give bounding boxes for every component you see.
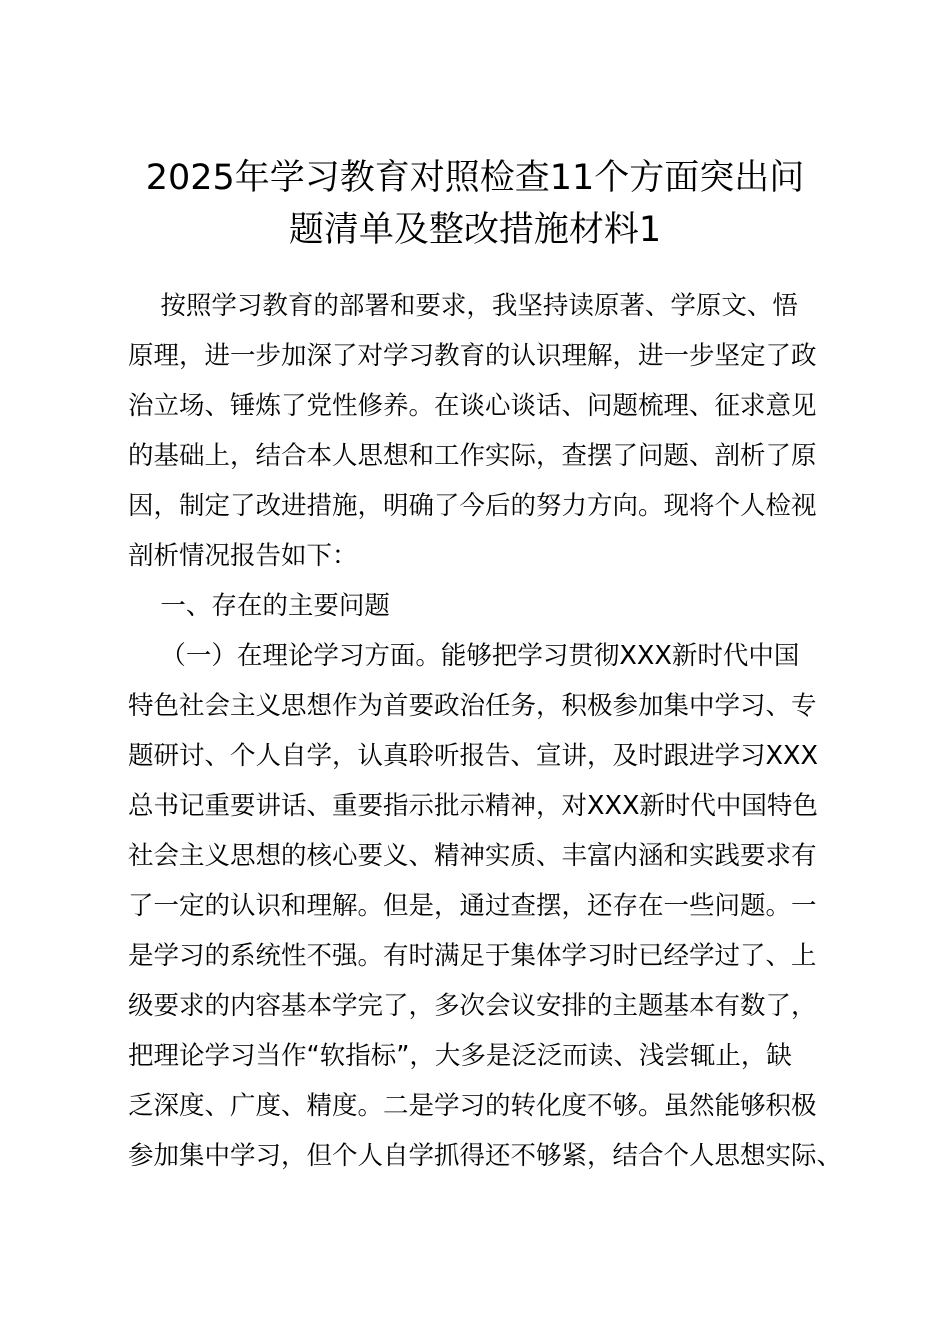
- body-line-18: 参加集中学习，但个人自学抓得还不够紧，结合个人思想实际、: [128, 1141, 843, 1171]
- body-line-11: 总书记重要讲话、重要指示批示精神，对XXX新时代中国特色: [128, 791, 818, 821]
- body-line-2: 原理，进一步加深了对学习教育的认识理解，进一步坚定了政: [128, 341, 817, 371]
- body-line-17: 乏深度、广度、精度。二是学习的转化度不够。虽然能够积极: [128, 1091, 817, 1121]
- body-line-16: 把理论学习当作“软指标”，大多是泛泛而读、浅尝辄止，缺: [128, 1041, 792, 1071]
- body-line-12: 社会主义思想的核心要义、精神实质、丰富内涵和实践要求有: [128, 841, 817, 871]
- body-line-13: 了一定的认识和理解。但是，通过查摆，还存在一些问题。一: [128, 891, 817, 921]
- body-line-9: 特色社会主义思想作为首要政治任务，积极参加集中学习、专: [128, 691, 817, 721]
- body-line-1: 按照学习教育的部署和要求，我坚持读原著、学原文、悟: [128, 291, 798, 321]
- body-line-3: 治立场、锤炼了党性修养。在谈心谈话、问题梳理、征求意见: [128, 391, 817, 421]
- body-line-6: 剖析情况报告如下：: [128, 541, 358, 571]
- body-line-15: 级要求的内容基本学完了，多次会议安排的主题基本有数了，: [128, 991, 817, 1021]
- body-line-10: 题研讨、个人自学，认真聆听报告、宣讲，及时跟进学习XXX: [128, 741, 818, 771]
- body-line-8: （一）在理论学习方面。能够把学习贯彻XXX新时代中国: [128, 641, 800, 671]
- document-title-line-1: 2025年学习教育对照检查11个方面突出问: [145, 158, 805, 198]
- section-heading-1: 一、存在的主要问题: [128, 591, 390, 621]
- body-line-5: 因，制定了改进措施，明确了今后的努力方向。现将个人检视: [128, 491, 817, 521]
- body-line-4: 的基础上，结合本人思想和工作实际，查摆了问题、剖析了原: [128, 441, 817, 471]
- document-title-line-2: 题清单及整改措施材料1: [288, 210, 662, 250]
- body-line-14: 是学习的系统性不强。有时满足于集体学习时已经学过了、上: [128, 941, 817, 971]
